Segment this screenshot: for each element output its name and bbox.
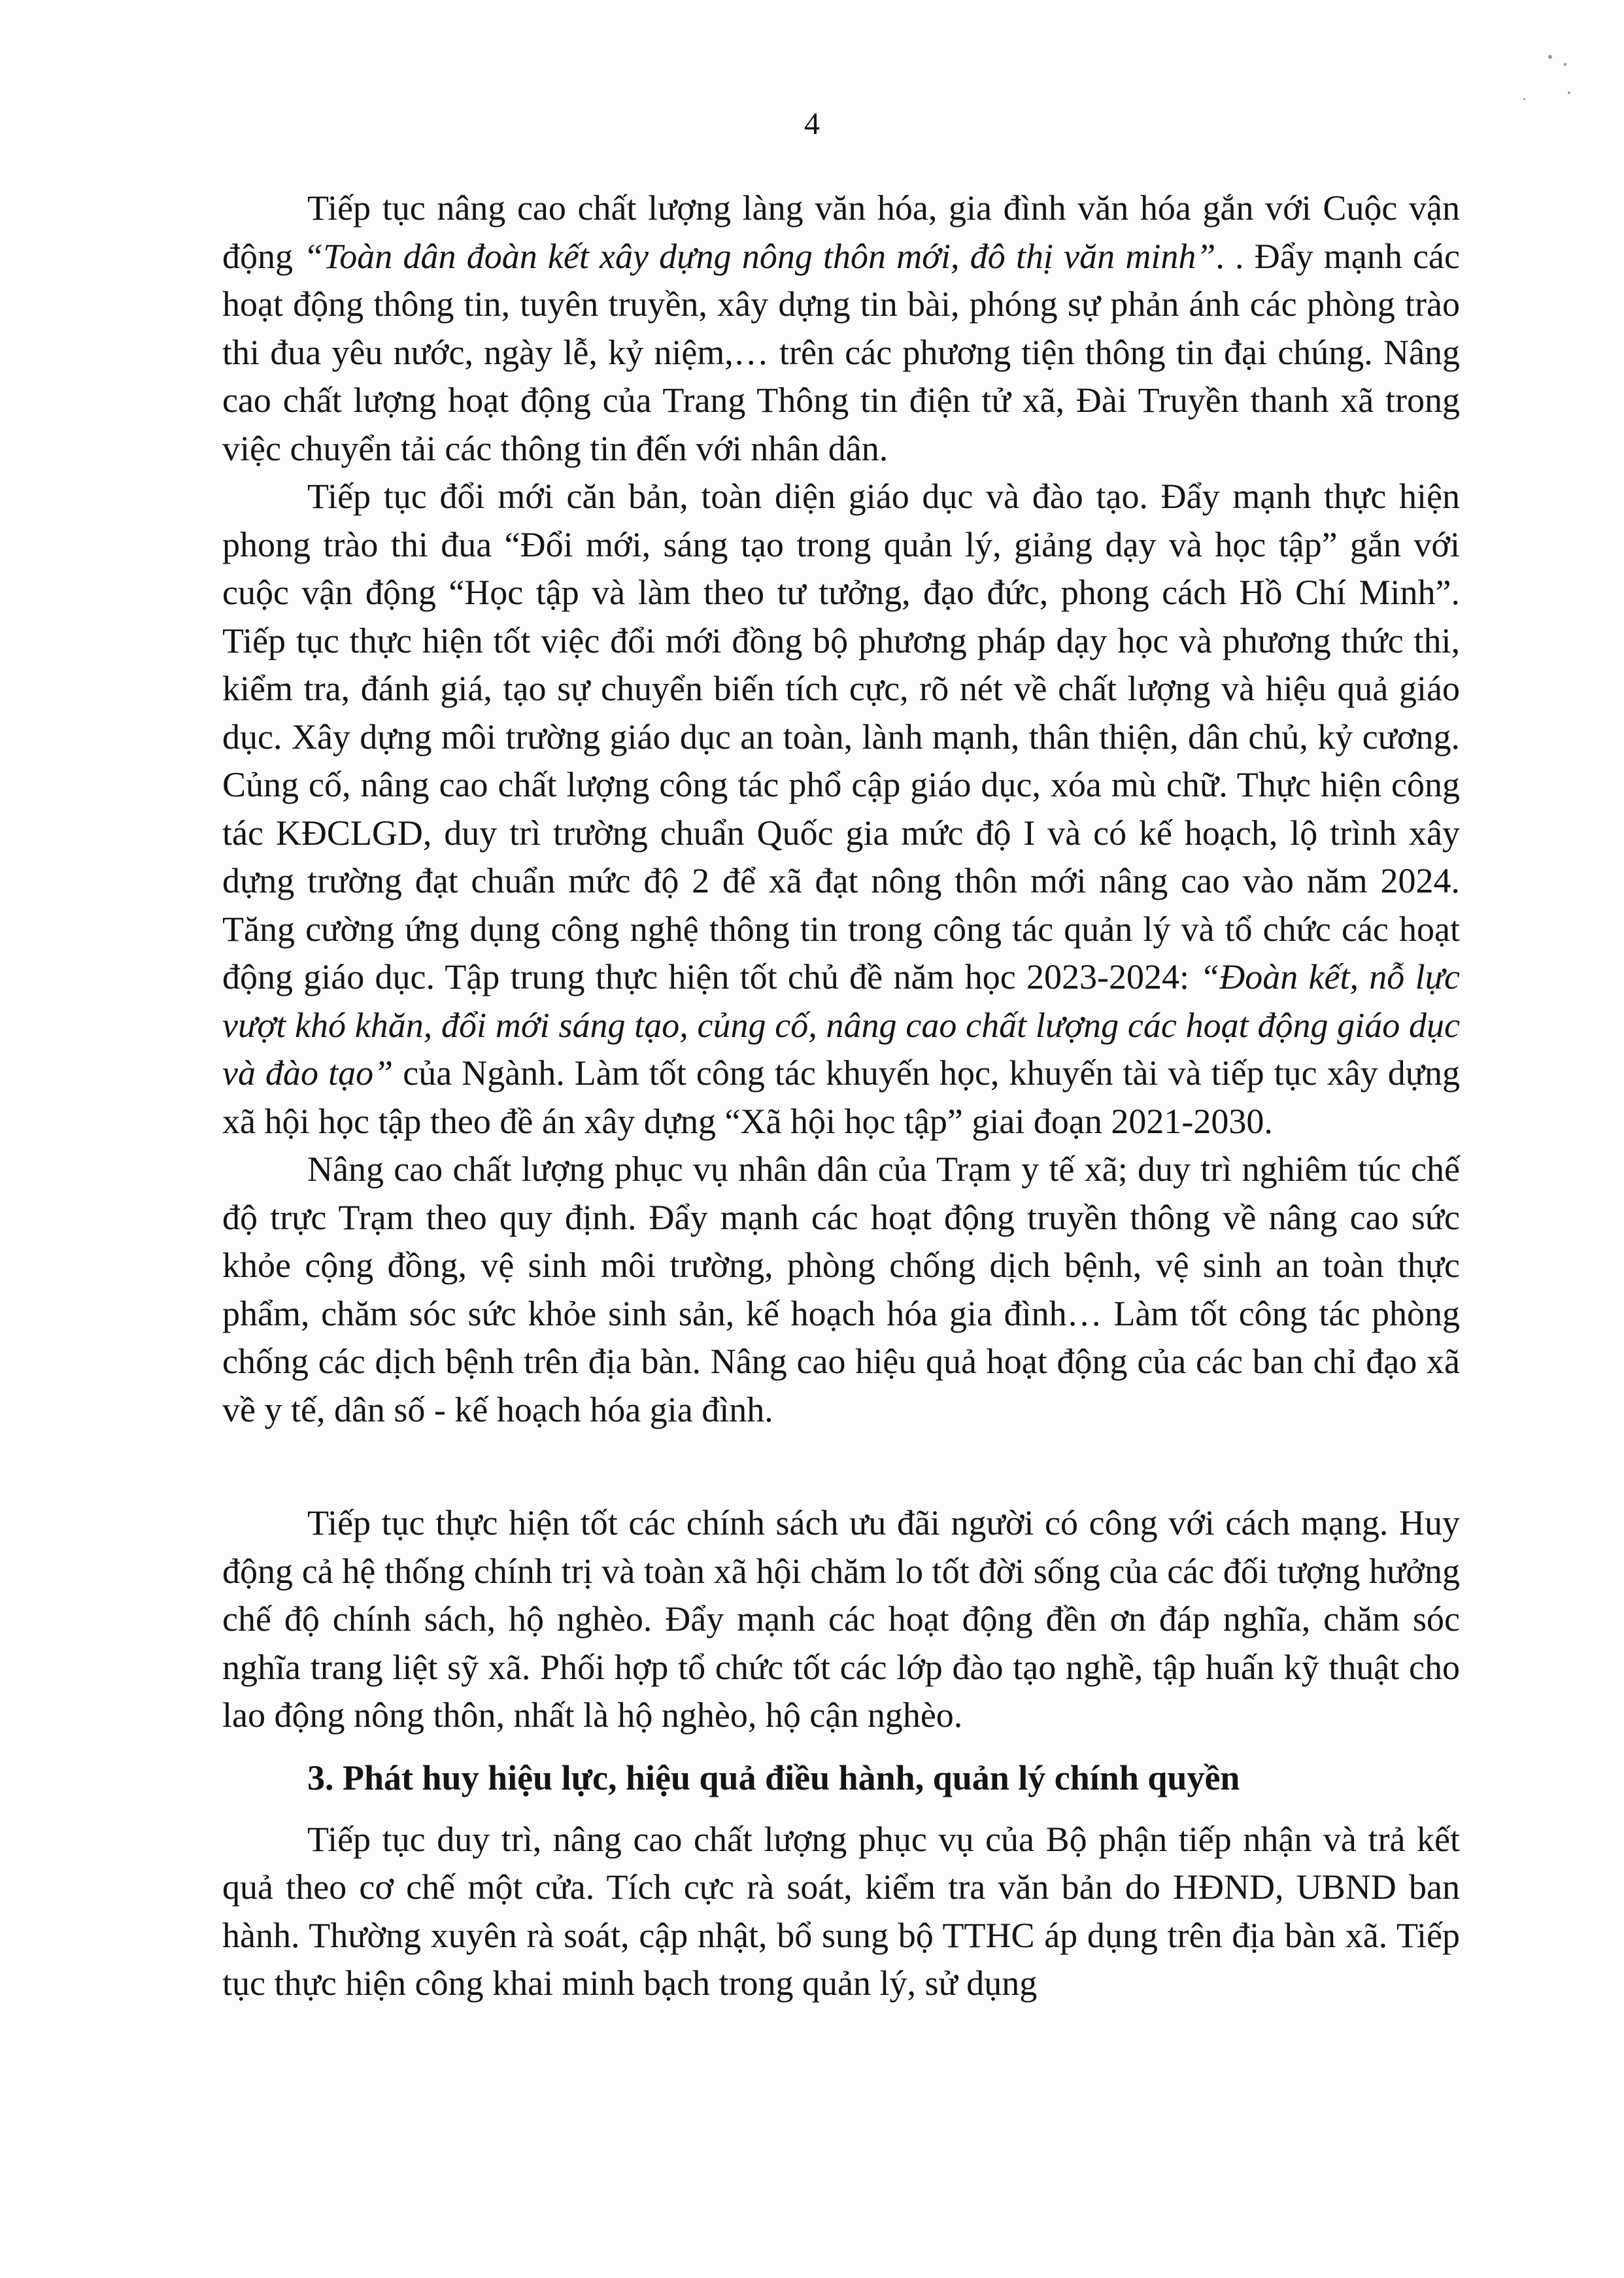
paragraph-text: Nâng cao chất lượng phục vụ nhân dân của Trạm y tế xã; duy trì nghiêm túc chế độ trực Trạm theo quy định. Đẩy mạnh các hoạt động truyền thông về nâng cao sức khỏe cộng đồng, vệ sinh môi trường, phòng chống dịch bệnh, vệ sinh an toàn thực phẩm, chăm sóc sức khỏe sinh sản, kế hoạch hóa gia đình… Làm tốt công tác phòng chống các dịch bệnh trên địa bàn. Nâng cao hiệu quả hoạt động của các ban chỉ đạo xã về y tế, dân số - kế hoạch hóa gia đình.	[222, 1149, 1460, 1429]
paragraph-quote: “Toàn dân đoàn kết xây dựng nông thôn mới, đô thị văn minh”	[303, 236, 1216, 276]
scan-speck	[1564, 63, 1566, 66]
paragraph-culture	[222, 184, 1460, 473]
section-heading: 3. Phát huy hiệu lực, hiệu quả điều hành, quản lý chính quyền	[307, 1758, 1240, 1797]
paragraph-text: của Ngành. Làm tốt công tác khuyến học, khuyến tài và tiếp tục xây dựng xã hội học tập theo đề án xây dựng “Xã hội học tập” giai đoạn 2021-2030.	[222, 1053, 1460, 1141]
scan-speck	[1568, 92, 1570, 94]
paragraph-quote: “Đoàn kết, nỗ lực vượt khó khăn, đổi mới sáng tạo, củng cố, nâng cao chất lượng các hoạt động giáo dục và đào tạo”	[222, 957, 1460, 1093]
scan-speck	[1523, 98, 1525, 100]
paragraph-health	[222, 1146, 1460, 1434]
document-body	[222, 184, 1460, 2008]
page-number: 4	[804, 107, 820, 141]
paragraph-text: Tiếp tục nâng cao chất lượng làng văn hóa, gia đình văn hóa gắn với Cuộc vận động	[222, 188, 1460, 276]
paragraph-text: Tiếp tục đổi mới căn bản, toàn diện giáo dục và đào tạo. Đẩy mạnh thực hiện phong trào thi đua “Đổi mới, sáng tạo trong quản lý, giảng dạy và học tập” gắn với cuộc vận động “Học tập và làm theo tư tưởng, đạo đức, phong cách Hồ Chí Minh”. Tiếp tục thực hiện tốt việc đổi mới đồng bộ phương pháp dạy học và phương thức thi, kiểm tra, đánh giá, tạo sự chuyển biến tích cực, rõ nét về chất lượng và hiệu quả giáo dục. Xây dựng môi trường giáo dục an toàn, lành mạnh, thân thiện, dân chủ, kỷ cương. Củng cố, nâng cao chất lượng công tác phổ cập giáo dục, xóa mù chữ. Thực hiện công tác KĐCLGD, duy trì trường chuẩn Quốc gia mức độ I và có kế hoạch, lộ trình xây dựng trường đạt chuẩn mức độ 2 để xã đạt nông thôn mới nâng cao vào năm 2024. Tăng cường ứng dụng công nghệ thông tin trong công tác quản lý và tổ chức các hoạt động giáo dục. Tập trung thực hiện tốt chủ đề năm học 2023-2024:	[222, 477, 1460, 996]
paragraph-social-policy	[222, 1499, 1460, 1740]
paragraph-administration: Tiếp tục duy trì, nâng cao chất lượng phục vụ của Bộ phận tiếp nhận và trả kết quả theo cơ chế một cửa. Tích cực rà soát, kiểm tra văn bản do HĐND, UBND ban hành. Thường xuyên rà soát, cập nhật, bổ sung bộ TTHC áp dụng trên địa bàn xã. Tiếp tục thực hiện công khai minh bạch trong quản lý, sử dụng	[222, 1819, 1460, 2003]
paragraph-education	[222, 473, 1460, 1146]
paragraph-text: Tiếp tục thực hiện tốt các chính sách ưu đãi người có công với cách mạng. Huy động cả hệ thống chính trị và toàn xã hội chăm lo tốt đời sống của các đối tượng hưởng chế độ chính sách, hộ nghèo. Đẩy mạnh các hoạt động đền ơn đáp nghĩa, chăm sóc nghĩa trang liệt sỹ xã. Phối hợp tổ chức tốt các lớp đào tạo nghề, tập huấn kỹ thuật cho lao động nông thôn, nhất là hộ nghèo, hộ cận nghèo.	[222, 1503, 1460, 1735]
paragraph-text: . . Đẩy mạnh các hoạt động thông tin, tuyên truyền, xây dựng tin bài, phóng sự phản ánh các phòng trào thi đua yêu nước, ngày lễ, kỷ niệm,… trên các phương tiện thông tin đại chúng. Nâng cao chất lượng hoạt động của Trang Thông tin điện tử xã, Đài Truyền thanh xã trong việc chuyển tải các thông tin đến với nhân dân.	[222, 236, 1460, 468]
scan-speck	[1548, 55, 1552, 59]
